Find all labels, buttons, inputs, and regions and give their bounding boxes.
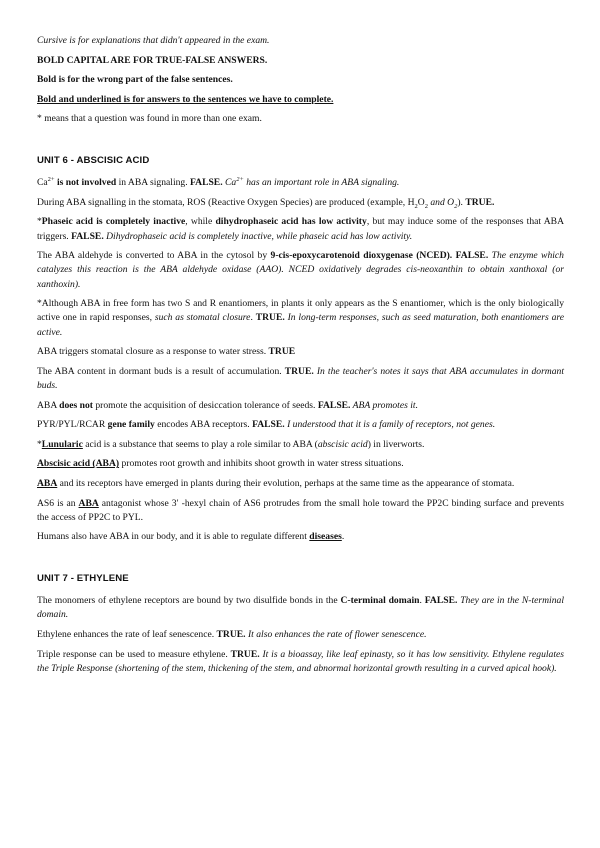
unit6-q9: PYR/PYL/RCAR gene family encodes ABA receptors. FALSE. I understood that it is a family of receptors, not genes.	[37, 419, 496, 431]
legend-cursive: Cursive is for explanations that didn't appeared in the exam.	[37, 35, 270, 46]
unit6-q6: ABA triggers stomatal closure as a response to water stress. TRUE	[37, 346, 296, 358]
unit6-q11: Abscisic acid (ABA) promotes root growth and inhibits shoot growth in water stress situations.	[37, 458, 404, 470]
legend-bold: Bold is for the wrong part of the false sentences.	[37, 74, 233, 86]
unit6-q5: *Although ABA in free form has two S and R enantiomers, in plants it only appears as the S enantiomer, which is the only biologically active one in rapid responses, such as stomatal closure. TRUE. In long-term responses, such as seed maturation, both enantiomers are active.	[37, 298, 565, 338]
unit6-q7: The ABA content in dormant buds is a result of accumulation. TRUE. In the teacher's notes it says that ABA accumulates in dormant buds.	[37, 365, 564, 391]
legend-asterisk: * means that a question was found in more than one exam.	[37, 113, 262, 125]
unit6-q13: AS6 is an ABA antagonist whose 3′ -hexyl chain of AS6 protrudes from the small hole toward the PP2C binding surface and prevents the access of PP2C to PYL.	[37, 497, 564, 523]
unit7-q3: Triple response can be used to measure ethylene. TRUE. It is a bioassay, like leaf epinasty, so it has low sensitivity. Ethylene regulates the Triple Response (shortening of the stem, thickening of the stem, and abnormal horizontal growth resulting in a curved apical hook).	[37, 648, 564, 674]
legend-bold-capital: BOLD CAPITAL ARE FOR TRUE-FALSE ANSWERS.	[37, 54, 268, 66]
unit6-q12: ABA and its receptors have emerged in plants during their evolution, perhaps at the same time as the appearance of stomata.	[37, 477, 515, 489]
unit6-q8: ABA does not promote the acquisition of desiccation tolerance of seeds. FALSE. ABA promotes it.	[37, 399, 418, 411]
unit6-title: UNIT 6 - ABSCISIC ACID	[37, 154, 150, 166]
unit6-q4: The ABA aldehyde is converted to ABA in the cytosol by 9-cis-epoxycarotenoid dioxygenase (NCED). FALSE. The enzyme which catalyzes this reaction is the ABA aldehyde oxidase (AAO). NCED oxidatively degrades cis-neoxanthin to obtain xanthoxal (or xanthoxin).	[37, 250, 564, 290]
unit6-q3: *Phaseic acid is completely inactive, while dihydrophaseic acid has low activity, but may induce some of the responses that ABA triggers. FALSE. Dihydrophaseic acid is completely inactive, while phaseic acid has low activity.	[37, 216, 565, 242]
unit7-title: UNIT 7 - ETHYLENE	[37, 572, 129, 584]
unit6-q14: Humans also have ABA in our body, and it is able to regulate different diseases.	[37, 531, 345, 543]
unit6-q10: *Lunularic acid is a substance that seems to play a role similar to ABA (abscisic acid) in liverworts.	[37, 438, 425, 450]
unit6-q2: During ABA signalling in the stomata, ROS (Reactive Oxygen Species) are produced (example, $H_2O_2$ and $O_2$). TRUE.	[37, 196, 495, 210]
legend-bold-underlined: Bold and underlined is for answers to the sentences we have to complete.	[37, 93, 334, 105]
unit7-q1: The monomers of ethylene receptors are bound by two disulfide bonds in the C-terminal domain. FALSE. They are in the N-terminal domain.	[37, 595, 564, 621]
unit6-q1: $Ca^{2+}$ is not involved in ABA signaling. FALSE. $Ca^{2+}$ has an important role in ABA signaling.	[37, 175, 400, 189]
unit7-q2: Ethylene enhances the rate of leaf senescence. TRUE. It also enhances the rate of flower senescence.	[37, 628, 427, 640]
